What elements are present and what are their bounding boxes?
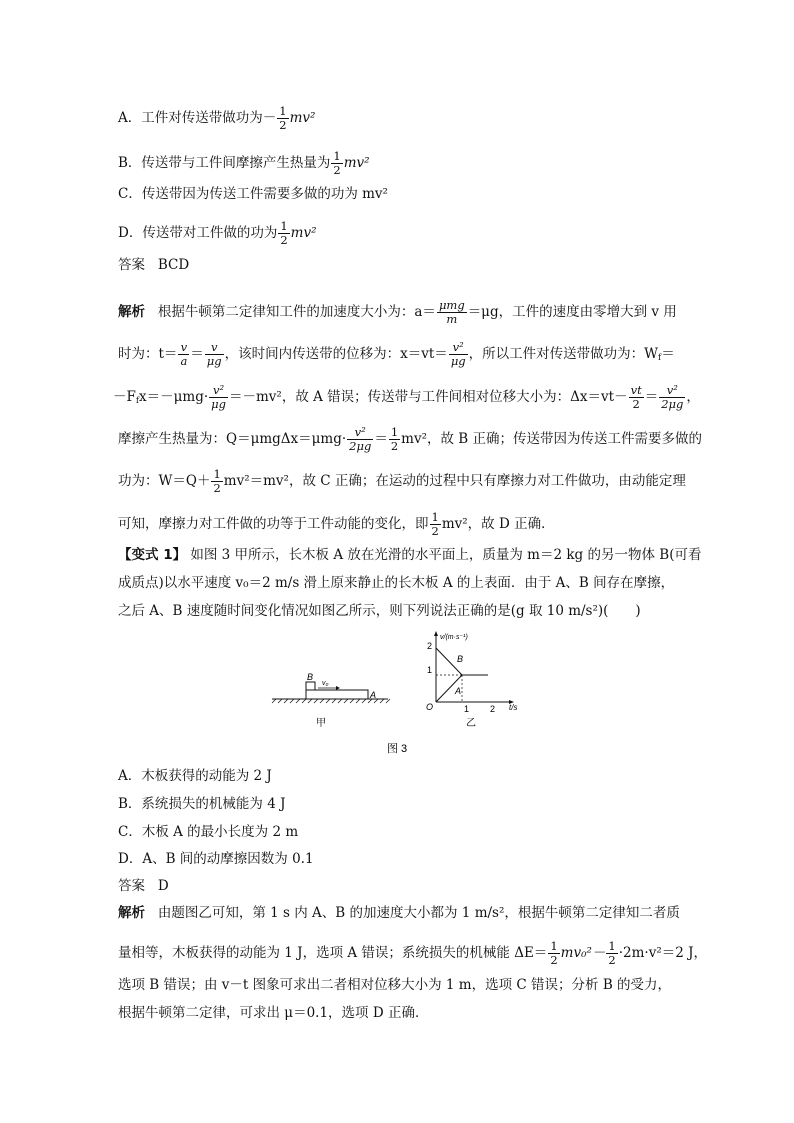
variant-question-line-3: 之后 A、B 速度随时间变化情况如图乙所示，则下列说法正确的是(g 取 10 m/s²)( ) [118,603,641,619]
block-b-label: B [307,672,314,682]
right-figure-caption: 乙 [466,718,476,729]
origin-label: O [426,702,434,712]
analysis-line-6: 可知，摩擦力对工件做的功等于工件动能的变化，即 $\frac{1}{2}$ mv²，故 D 正确． [118,510,555,538]
answer-line [118,256,189,274]
curve-a-label: A [455,686,462,696]
variant-tag: 【变式 1】 [118,547,187,563]
option-d: D．传送带对工件做的功为 $\frac{1}{2}$ mv² [118,219,317,247]
variant-option-b: B．系统损失的机械能为 4 J [118,796,286,812]
analysis-line-4: 摩擦产生热量为：Q＝μmgΔx＝μmg· $\frac{\text{v²}}{2\mu g}$ ＝ $\frac{1}{2}$ mv²，故 B 正确；传送带因为传送工件需要多做的 [118,425,702,453]
option-c: C．传送带因为传送工件需要多做的功为 mv² [118,186,388,202]
option-b: B．传送带与工件间摩擦产生热量为 $\frac{1}{2}$ mv² [118,149,370,177]
variant-option-a: A．木板获得的动能为 2 J [118,768,272,784]
answer-value: BCD [157,257,190,273]
analysis-line-3: $-F_fx=-\mu mg\cdot$ $\frac{\text{v²}}{\mu g}$ ＝－mv²，故 A 错误；传送带与工件间相对位移大小为：Δx＝vt－ $\frac{vt}{2}$ ＝ $\frac{\text{v²}}{2\mu g}$ ， [113,383,700,411]
variant-answer-line [118,877,169,895]
answer-label: 答案 [118,878,145,894]
board-a-label: A [370,690,377,700]
figure-left-sketch [272,672,390,729]
variant-analysis-line-1: 解析 由题图乙可知，第 1 s 内 A、B 的加速度大小都为 1 m/s²，根据牛顿第二定律知二者质 [118,905,680,921]
answer-label: 答案 [118,257,145,273]
y-tick-label: 2 [427,641,433,651]
x-tick-label: 1 [464,704,470,714]
vt-graph [426,631,517,729]
y-tick-label: 1 [427,665,433,675]
variant-analysis-line-4: 根据牛顿第二定律，可求出 μ＝0.1，选项 D 正确． [118,1005,429,1021]
option-a-text: A．工件对传送带做功为－ [118,110,277,126]
variant-question-line-2: 成质点)以水平速度 v₀＝2 m/s 滑上原来静止的长木板 A 的上表面．由于 A、B 间存在摩擦， [118,575,675,591]
y-axis-label: v/(m·s⁻¹) [440,634,468,641]
left-figure-caption: 甲 [316,718,326,729]
board-a [306,690,368,699]
analysis-line-2: 时为：t＝ $\frac{v}{a}$ ＝ $\frac{v}{\mu g}$ ，该时间内传送带的位移为：x＝vt＝ $\frac{\text{v²}}{\mu g}$ ，所以工件对传送带做功为：$W_f=$ [118,340,675,368]
variant-analysis-line-2: 量相等，木板获得的动能为 1 J，选项 A 错误；系统损失的机械能 ΔE＝ $\frac{1}{2}$ mv₀²－ $\frac{1}{2}$ ·2m·v²＝2 J， [118,939,708,967]
x-tick-label: 2 [490,704,496,714]
figure-caption: 图 3 [387,743,408,755]
v0-label: v₀ [322,680,329,687]
variant-option-d: D．A、B 间的动摩擦因数为 0.1 [118,851,314,867]
analysis-line-1: 解析 根据牛顿第二定律知工件的加速度大小为：a＝ $\frac{\text{μmg}}{m}$ ＝μg，工件的速度由零增大到 v 用 [118,298,677,326]
fraction-half: $\frac{1}{2}$ [279,104,287,132]
figure-3 [0,628,794,768]
answer-value: D [157,878,169,894]
analysis-label: 解析 [118,304,145,320]
analysis-label: 解析 [118,905,145,921]
curve-b-label: B [457,654,464,664]
fraction-half: $\frac{1}{2}$ [280,219,288,247]
fraction-half: $\frac{1}{2}$ [333,149,341,177]
variant-analysis-line-3: 选项 B 错误；由 v－t 图象可求出二者相对位移大小为 1 m，选项 C 错误；分析 B 的受力， [118,977,672,993]
x-axis-label: t/s [509,703,518,712]
variant-option-c: C．木板 A 的最小长度为 2 m [118,824,299,840]
variant-question-line-1: 【变式 1】 如图 3 甲所示，长木板 A 放在光滑的水平面上，质量为 m＝2 kg 的另一物体 B(可看 [118,547,702,563]
analysis-line-5: 功为：W＝Q＋ $\frac{1}{2}$ mv²＝mv²，故 C 正确；在运动的过程中只有摩擦力对工件做功，由动能定理 [118,467,686,495]
block-b [306,682,315,690]
option-a: A．工件对传送带做功为－ $\frac{1}{2}$ mv² [118,104,316,132]
